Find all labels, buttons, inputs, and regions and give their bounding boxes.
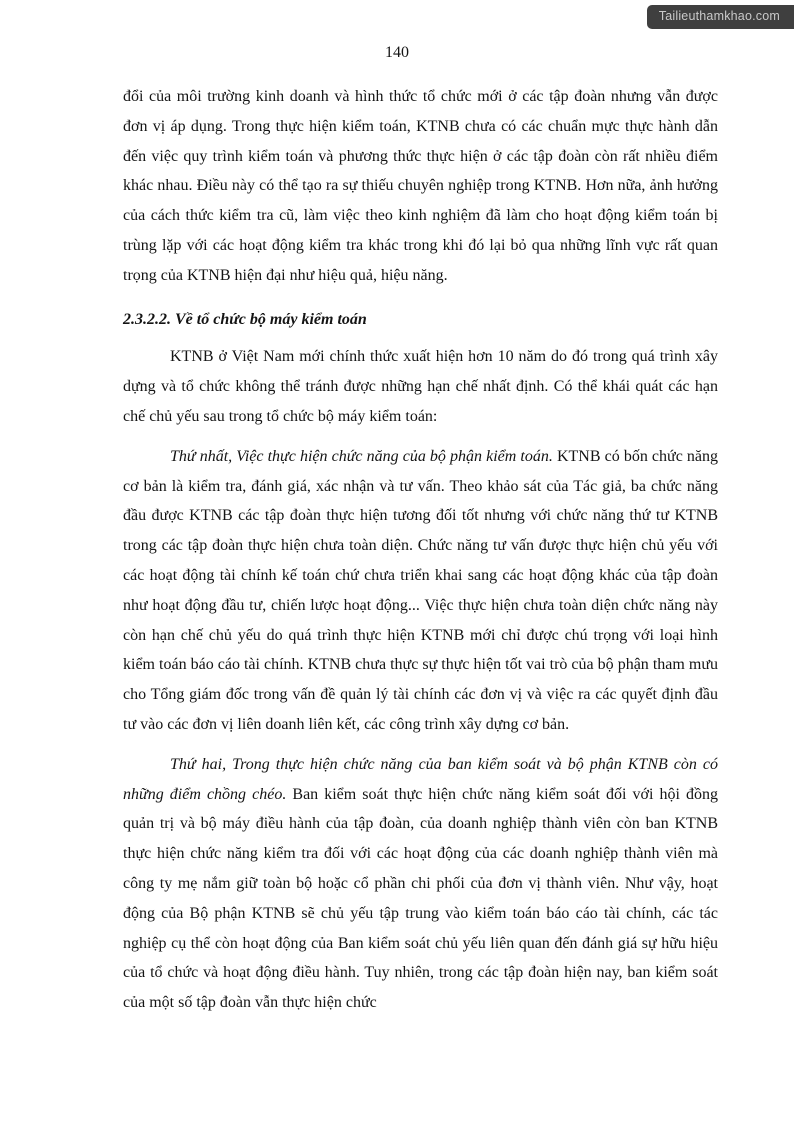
paragraph-second-point-body: Ban kiểm soát thực hiện chức năng kiểm soát đối với hội đồng quản trị và bộ máy điều hành của tập đoàn, của doanh nghiệp thành viên còn ban KTNB thực hiện chức năng kiểm tra đối với các hoạt động của các doanh nghiệp thành viên mà công ty mẹ nắm giữ toàn bộ hoặc cổ phần chi phối của đơn vị thành viên. Như vậy, hoạt động của Bộ phận KTNB sẽ chủ yếu tập trung vào kiểm toán báo cáo tài chính, các tác nghiệp cụ thể còn hoạt động của Ban kiểm soát chủ yếu liên quan đến đánh giá sự hữu hiệu của tổ chức và hoạt động điều hành. Tuy nhiên, trong các tập đoàn hiện nay, ban kiểm soát của một số tập đoàn vẫn thực hiện chức: [123, 785, 718, 1012]
document-content: [123, 82, 718, 1028]
watermark-badge[interactable]: [647, 5, 794, 29]
paragraph-continuation: đổi của môi trường kinh doanh và hình thức tổ chức mới ở các tập đoàn nhưng vẫn được đơn vị áp dụng. Trong thực hiện kiểm toán, KTNB chưa có các chuẩn mực thực hành dẫn đến việc quy trình kiểm toán và phương thức thực hiện ở các tập đoàn còn rất nhiều điểm khác nhau. Điều này có thể tạo ra sự thiếu chuyên nghiệp trong KTNB. Hơn nữa, ảnh hưởng của cách thức kiểm tra cũ, làm việc theo kinh nghiệm đã làm cho hoạt động kiểm toán bị trùng lặp với các hoạt động kiểm tra khác trong khi đó lại bỏ qua những lĩnh vực rất quan trọng của KTNB hiện đại như hiệu quả, hiệu năng.: [123, 88, 718, 284]
paragraph-second-point: [123, 750, 718, 1018]
page-number: 140: [385, 44, 409, 61]
watermark-text: Tailieuthamkhao.com: [658, 9, 780, 23]
paragraph-intro: KTNB ở Việt Nam mới chính thức xuất hiện hơn 10 năm do đó trong quá trình xây dựng và tổ chức không thể tránh được những hạn chế nhất định. Có thể khái quát các hạn chế chủ yếu sau trong tổ chức bộ máy kiểm toán:: [123, 348, 718, 425]
paragraph-first-point-body: KTNB có bốn chức năng cơ bản là kiểm tra, đánh giá, xác nhận và tư vấn. Theo khảo sát của Tác giả, ba chức năng đầu được KTNB các tập đoàn thực hiện tương đối tốt nhưng với chức năng thứ tư KTNB trong các tập đoàn thực hiện chưa toàn diện. Chức năng tư vấn được thực hiện chủ yếu với các hoạt động tài chính kế toán chứ chưa triển khai sang các hoạt động khác của tập đoàn như hoạt động đầu tư, chiến lược hoạt động... Việc thực hiện chưa toàn diện chức năng này còn hạn chế chủ yếu do quá trình thực hiện KTNB mới chỉ được chú trọng với loại hình kiểm toán báo cáo tài chính. KTNB chưa thực sự thực hiện tốt vai trò của bộ phận tham mưu cho Tổng giám đốc trong vấn đề quản lý tài chính các đơn vị và việc ra các quyết định đầu tư vào các đơn vị liên doanh liên kết, các công trình xây dựng cơ bản.: [123, 447, 718, 733]
paragraph-first-point: [123, 442, 718, 740]
section-heading: 2.3.2.2. Về tổ chức bộ máy kiểm toán: [123, 310, 367, 328]
paragraph-first-point-lead: Thứ nhất, Việc thực hiện chức năng của bộ phận kiểm toán.: [170, 447, 553, 465]
paragraph-second-point-lead: Thứ hai, Trong thực hiện chức năng của ban kiểm soát và bộ phận KTNB còn có những điểm chồng chéo.: [123, 755, 718, 803]
